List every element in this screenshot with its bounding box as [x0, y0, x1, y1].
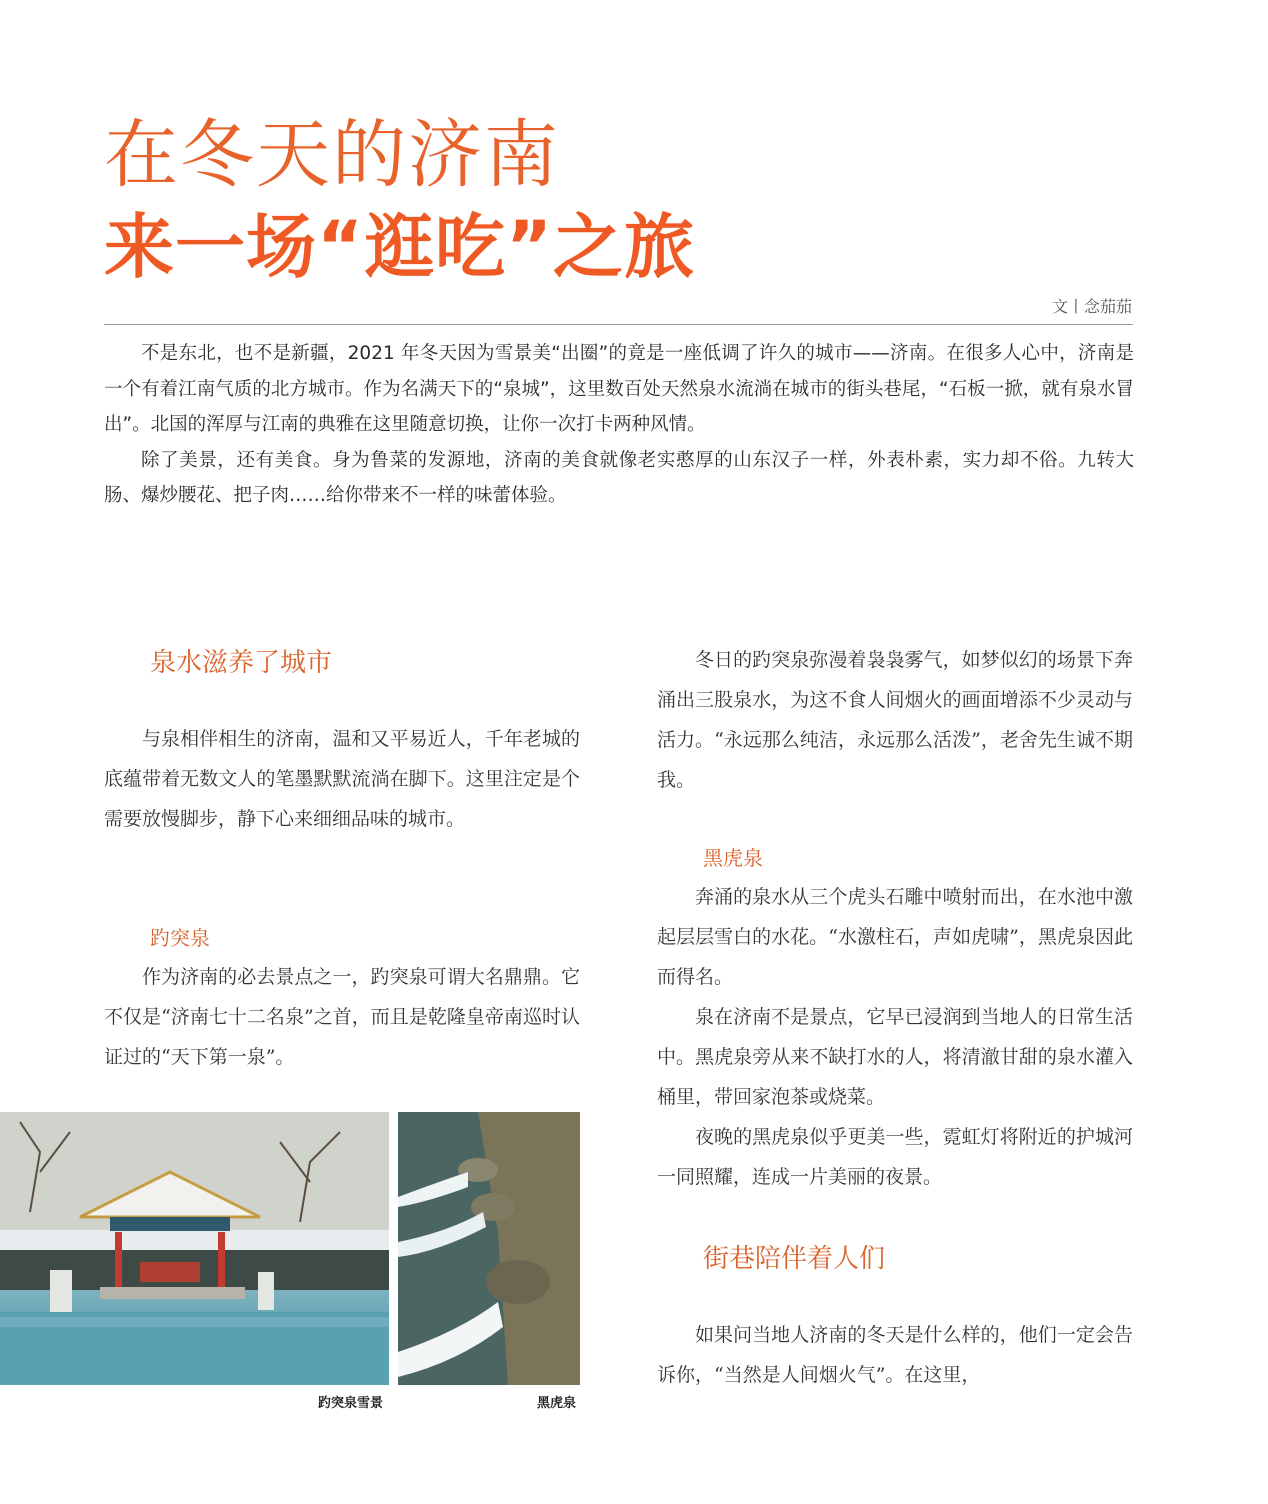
- sub-heading-baotu-spring: 趵突泉: [150, 926, 210, 950]
- intro-paragraph-1: 不是东北，也不是新疆，2021 年冬天因为雪景美“出圈”的竟是一座低调了许久的城市——济南。在很多人心中，济南是一个有着江南气质的北方城市。作为名满天下的“泉城”，这里数百处天然泉水流淌在城市的街头巷尾，“石板一掀，就有泉水冒出”。北国的浑厚与江南的典雅在这里随意切换，让你一次打卡两种风情。: [104, 343, 1134, 435]
- intro-text: [104, 336, 1134, 514]
- right-column-text-2: [657, 877, 1133, 1197]
- photo-caption-baotu-spring: 趵突泉雪景: [318, 1396, 384, 1411]
- black-tiger-paragraph-1: 奔涌的泉水从三个虎头石雕中喷射而出，在水池中激起层层雪白的水花。“水激柱石，声如虎啸”，黑虎泉因此而得名。: [657, 886, 1133, 988]
- pavilion-illustration: [0, 1112, 389, 1385]
- baotu-winter-paragraph: 冬日的趵突泉弥漫着袅袅雾气，如梦似幻的场景下奔涌出三股泉水，为这不食人间烟火的画面增添不少灵动与活力。“永远那么纯洁，永远那么活泼”，老舍先生诚不期我。: [657, 649, 1133, 791]
- right-column-text-1: [657, 640, 1133, 800]
- black-tiger-paragraph-3: 夜晚的黑虎泉似乎更美一些，霓虹灯将附近的护城河一同照耀，连成一片美丽的夜景。: [657, 1126, 1133, 1188]
- intro-paragraph-2: 除了美景，还有美食。身为鲁菜的发源地，济南的美食就像老实憨厚的山东汉子一样，外表朴素，实力却不俗。九转大肠、爆炒腰花、把子肉……给你带来不一样的味蕾体验。: [104, 449, 1134, 506]
- section-heading-springs: 泉水滋养了城市: [150, 648, 333, 678]
- photo-baotu-spring-snow: [0, 1112, 389, 1385]
- author-byline: 文丨念茄茄: [1051, 297, 1132, 316]
- streets-paragraph: 如果问当地人济南的冬天是什么样的，他们一定会告诉你，“当然是人间烟火气”。在这里，: [657, 1324, 1133, 1386]
- sub-heading-black-tiger-spring: 黑虎泉: [703, 846, 763, 870]
- section-heading-streets: 街巷陪伴着人们: [703, 1244, 886, 1274]
- baotu-paragraph: 作为济南的必去景点之一，趵突泉可谓大名鼎鼎。它不仅是“济南七十二名泉”之首，而且是乾隆皇帝南巡时认证过的“天下第一泉”。: [104, 966, 580, 1068]
- black-tiger-paragraph-2: 泉在济南不是景点，它早已浸润到当地人的日常生活中。黑虎泉旁从来不缺打水的人，将清澈甘甜的泉水灌入桶里，带回家泡茶或烧菜。: [657, 1006, 1133, 1108]
- springs-paragraph: 与泉相伴相生的济南，温和又平易近人，千年老城的底蕴带着无数文人的笔墨默默流淌在脚下。这里注定是个需要放慢脚步，静下心来细细品味的城市。: [104, 728, 580, 830]
- right-column-text-3: [657, 1315, 1133, 1395]
- header-divider: [104, 324, 1133, 325]
- left-column-text-1: [104, 719, 580, 839]
- title-line-1: 在冬天的济南: [104, 112, 560, 198]
- tiger-head-fountain-illustration: [398, 1112, 580, 1385]
- title-line-2: 来一场“逛吃”之旅: [104, 206, 696, 288]
- left-column-text-2: [104, 957, 580, 1077]
- photo-black-tiger-spring: [398, 1112, 580, 1385]
- photo-caption-black-tiger-spring: 黑虎泉: [537, 1396, 577, 1411]
